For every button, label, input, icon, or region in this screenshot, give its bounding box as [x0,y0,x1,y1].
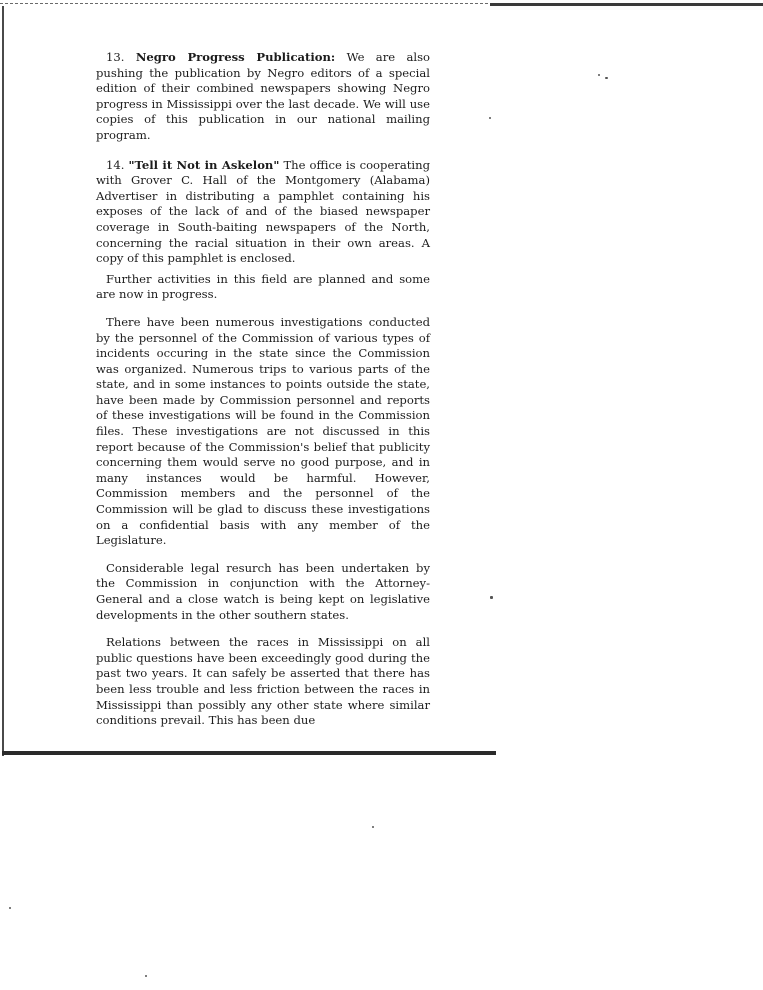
paragraph-text: The office is cooperating with Grover C. Hall of the Montgomery (Alabama) Advertiser in distributing a pamphlet containing his exposes of the lack of and of the biased newspaper coverage in South-baiting newspapers of the North, concerning the racial situation in their own areas. A copy of this pamphlet is enclosed. [96,157,431,266]
paragraph-text: We are also pushing the publication by Negro editors of a special edition of their combined newspapers showing Negro progress in Mississippi over the last decade. We will use copies of this publication in our national mailing program. [96,50,431,142]
numbered-paragraph-13 [96,50,430,144]
body-paragraph-race-relations: Relations between the races in Mississippi on all public questions have been exceedingly good during the past two years. It can safely be asserted that there has been less trouble and less friction between the races in Mississippi than possibly any other state where similar conditions prevail. This has been due [96,635,430,728]
body-paragraph-legal-research: Considerable legal resurch has been undertaken by the Commission in conjunction with the Attorney-General and a close watch is being kept on legislative developments in the other southern states. [96,560,430,622]
body-paragraph-further-activities: Further activities in this field are planned and some are now in progress. [96,271,430,302]
scan-speck [598,74,600,76]
top-border-heavy [490,3,763,6]
body-paragraph-investigations: There have been numerous investigations conducted by the personnel of the Commission of various types of incidents occuring in the state since the Commission was organized. Numerous trips to various parts of the state, and in some instances to points outside the state, have been made by Commission personnel and reports of these investigations will be found in the Commission files. These investigations are not discussed in this report because of the Commission's belief that publicity concerning them would serve no good purpose, and in many instances would be harmful. However, Commission members and the personnel of the Commission will be glad to discuss these investigations on a confidential basis with any member of the Legislature. [96,314,430,548]
scan-speck [9,907,11,909]
paragraph-number: 13. [106,50,125,64]
paragraph-number: 14. [106,157,125,172]
left-border-rule [2,6,4,756]
document-page-content [96,50,430,741]
numbered-paragraph-14 [96,158,430,267]
scan-speck [489,117,491,119]
scan-speck [372,826,374,828]
scan-speck [605,77,608,79]
paragraph-heading: Negro Progress Publication: [135,50,336,64]
paragraph-heading: "Tell it Not in Askelon" [128,157,280,172]
scan-speck [145,975,147,977]
scan-speck [490,596,493,599]
bottom-border-rule [2,751,496,755]
